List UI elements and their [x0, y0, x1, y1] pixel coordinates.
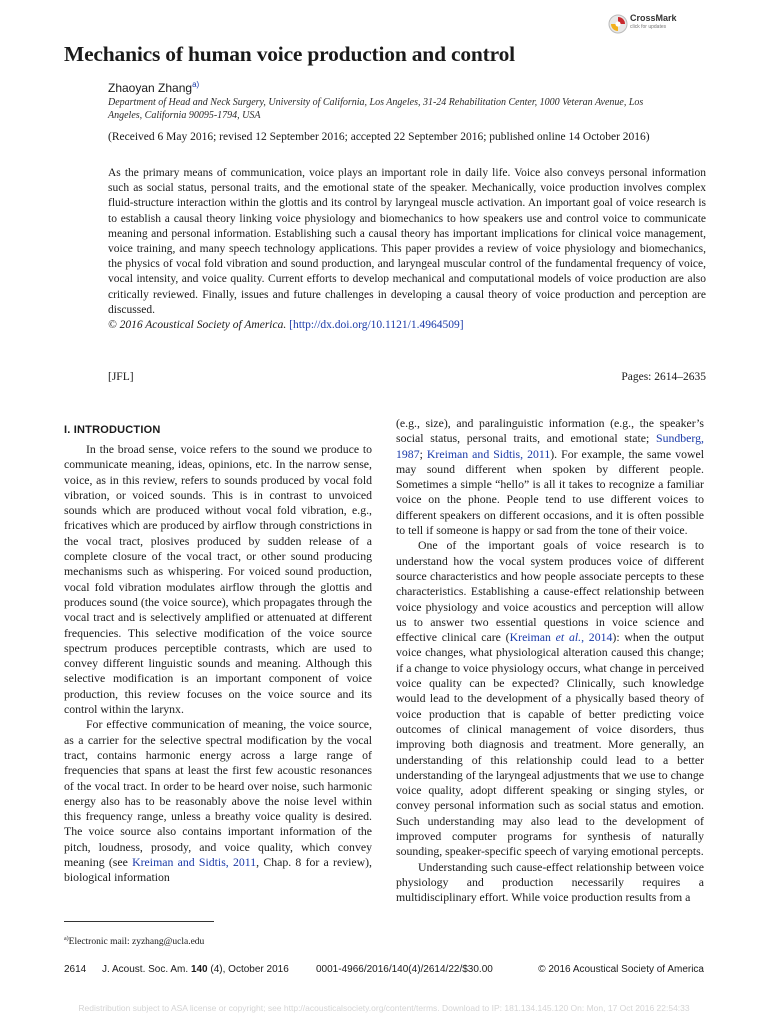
citation-link[interactable]: Kreiman and Sidtis, 2011 — [132, 855, 257, 870]
footnote-divider — [64, 921, 214, 922]
left-column — [64, 442, 372, 886]
affiliation: Department of Head and Neck Surgery, University of California, Los Angeles, 31-24 Rehabilitation Center, 1000 Veteran Avenue, Los Angeles, California 90095-1794, USA — [108, 97, 644, 121]
paragraph: In the broad sense, voice refers to the sound we produce to communicate meaning, ideas, opinions, etc. In the narrow sense, voice, as in this review, refers to sounds produced by vocal fold vibration, or voiced sounds. This is in contrast to unvoiced sounds which are produced without vocal fold vibration, e.g., fricatives which are produced by airflow through constrictions in the vocal tract, plosives produced by sudden release of a complete closure of the vocal tract, or other sound producing mechanisms such as whispering. For voiced sound production, vocal fold vibration modulates airflow through the glottis and produces sound (the voice source), which propagates through the vocal tract and is selectively amplified or attenuated at different frequencies. This selective modification of the voice source spectrum produces perceptible contrasts, which are used to convey different linguistic sounds and meaning. Although this selective modification is an important component of voice production, this review focuses on the voice source and its control within the larynx. — [64, 442, 372, 717]
crossmark-tagline: click for updates — [630, 24, 667, 30]
footnote — [64, 936, 204, 947]
doi-link[interactable]: [http://dx.doi.org/10.1121/1.4964509] — [289, 319, 464, 332]
page-range: Pages: 2614–2635 — [621, 371, 706, 383]
paragraph: For effective communication of meaning, the voice source, as a carrier for the selective spectral modification by the vocal tract, contains harmonic energy across a large range of frequencies that spans at least the first few acoustic resonances of the vocal tract. In order to be heard over noise, such harmonic energy also has to be reasonably above the noise level within this frequency range, unless a breathy voice quality is desired. The voice source also contains important information of the pitch, loudness, prosody, and voice quality, which convey meaning (see Kreiman and Sidtis, 2011, Chap. 8 for a review), biological information — [64, 717, 373, 885]
footnote-mark: a) — [64, 936, 69, 942]
crossmark-icon — [608, 14, 628, 34]
section-heading: I. INTRODUCTION — [64, 424, 161, 436]
citation-link[interactable]: Sundberg, 1987 — [396, 431, 704, 461]
citation-link[interactable]: Kreiman et al., 2014 — [509, 630, 613, 645]
footer-article-code: 0001-4966/2016/140(4)/2614/22/$30.00 — [316, 964, 493, 975]
citation-link[interactable]: Kreiman and Sidtis, 2011 — [426, 446, 551, 461]
author-line — [108, 80, 199, 95]
footnote-text: Electronic mail: zyzhang@ucla.edu — [68, 937, 205, 948]
paragraph: One of the important goals of voice research is to understand how the vocal system produces voice of different source characteristics and how people associate percepts to these characteristics. Establishing a cause-effect relationship between voice physiology and voice acoustics and perception will allow us to answer two essential questions in voice science and effective clinical care (Kreiman et al., 2014): when the output voice changes, what physiological alteration caused this change; if a change to voice physiology occurs, what change in perceived voice quality can be expected? Clinically, such knowledge would lead to the development of a physically based theory of voice production that is capable of better predicting voice outcomes of clinical management of voice disorders, thus improving both diagnosis and treatment. More generally, an understanding of this relationship could lead to a better understanding of the laryngeal adjustments that we use to change voice quality, adopt different speaking or singing styles, or convey personal information such as social status and emotion. Such understanding may also lead to the development of improved computer programs for synthesis of naturally sounding, speaker-specific speech of varying emotional percepts. — [396, 538, 705, 859]
abstract-copyright: © 2016 Acoustical Society of America. — [108, 319, 287, 332]
redistribution-notice: Redistribution subject to ASA license or copyright; see http://acousticalsociety.org/content/terms. Download to IP: 181.134.145.120 On: Mon, 17 Oct 2016 22:54:33 — [78, 1003, 690, 1013]
crossmark-badge[interactable] — [608, 12, 708, 36]
right-column — [396, 416, 704, 906]
footer-page-number: 2614 — [64, 964, 87, 975]
paragraph: (e.g., size), and paralinguistic information (e.g., the speaker’s social status, personal traits, and emotional state; Sundberg, 1987; Kreiman and Sidtis, 2011). For example, the same vowel may sound different when spoken by different people. Sometimes a simple “hello” is all it takes to recognize a familiar voice on the phone. People tend to use different voices to different speakers on different occasions, and it is often possible to tell if someone is happy or sad from the tone of their voice. — [396, 416, 704, 538]
author-name: Zhaoyan Zhang — [108, 81, 193, 95]
crossmark-name: CrossMark — [630, 13, 677, 23]
paragraph: Understanding such cause-effect relationship between voice physiology and production necessarily requires a multidisciplinary effort. While voice production results from a — [396, 859, 704, 905]
received-dates: (Received 6 May 2016; revised 12 September 2016; accepted 22 September 2016; published online 14 October 2016) — [108, 131, 650, 143]
editor-initials: [JFL] — [108, 371, 134, 383]
abstract-text: As the primary means of communication, voice plays an important role in daily life. Voice also conveys personal information such as social status, personal traits, and the emotional state of the speaker. Mechanically, voice production involves complex fluid-structure interaction within the glottis and its control by laryngeal muscle activation. An important goal of voice research is to establish a causal theory linking voice physiology and biomechanics to how speakers use and control voice to communicate meaning and personal information. Establishing such a causal theory has important implications for clinical voice management, voice training, and many speech technology applications. This paper provides a review of voice physiology and biomechanics, the physics of vocal fold vibration and sound production, and laryngeal muscular control of the fundamental frequency of voice, vocal intensity, and voice quality. Current efforts to develop mechanical and computational models of voice production are also critically reviewed. Finally, issues and future challenges in developing a causal theory of voice production and perception are discussed. — [108, 167, 706, 316]
author-footnote-mark[interactable]: a) — [192, 80, 200, 89]
article-title: Mechanics of human voice production and control — [64, 42, 515, 66]
footer-copyright: © 2016 Acoustical Society of America — [538, 964, 704, 975]
abstract — [108, 166, 706, 333]
footer-journal: J. Acoust. Soc. Am. 140 (4), October 2016 — [102, 964, 289, 975]
